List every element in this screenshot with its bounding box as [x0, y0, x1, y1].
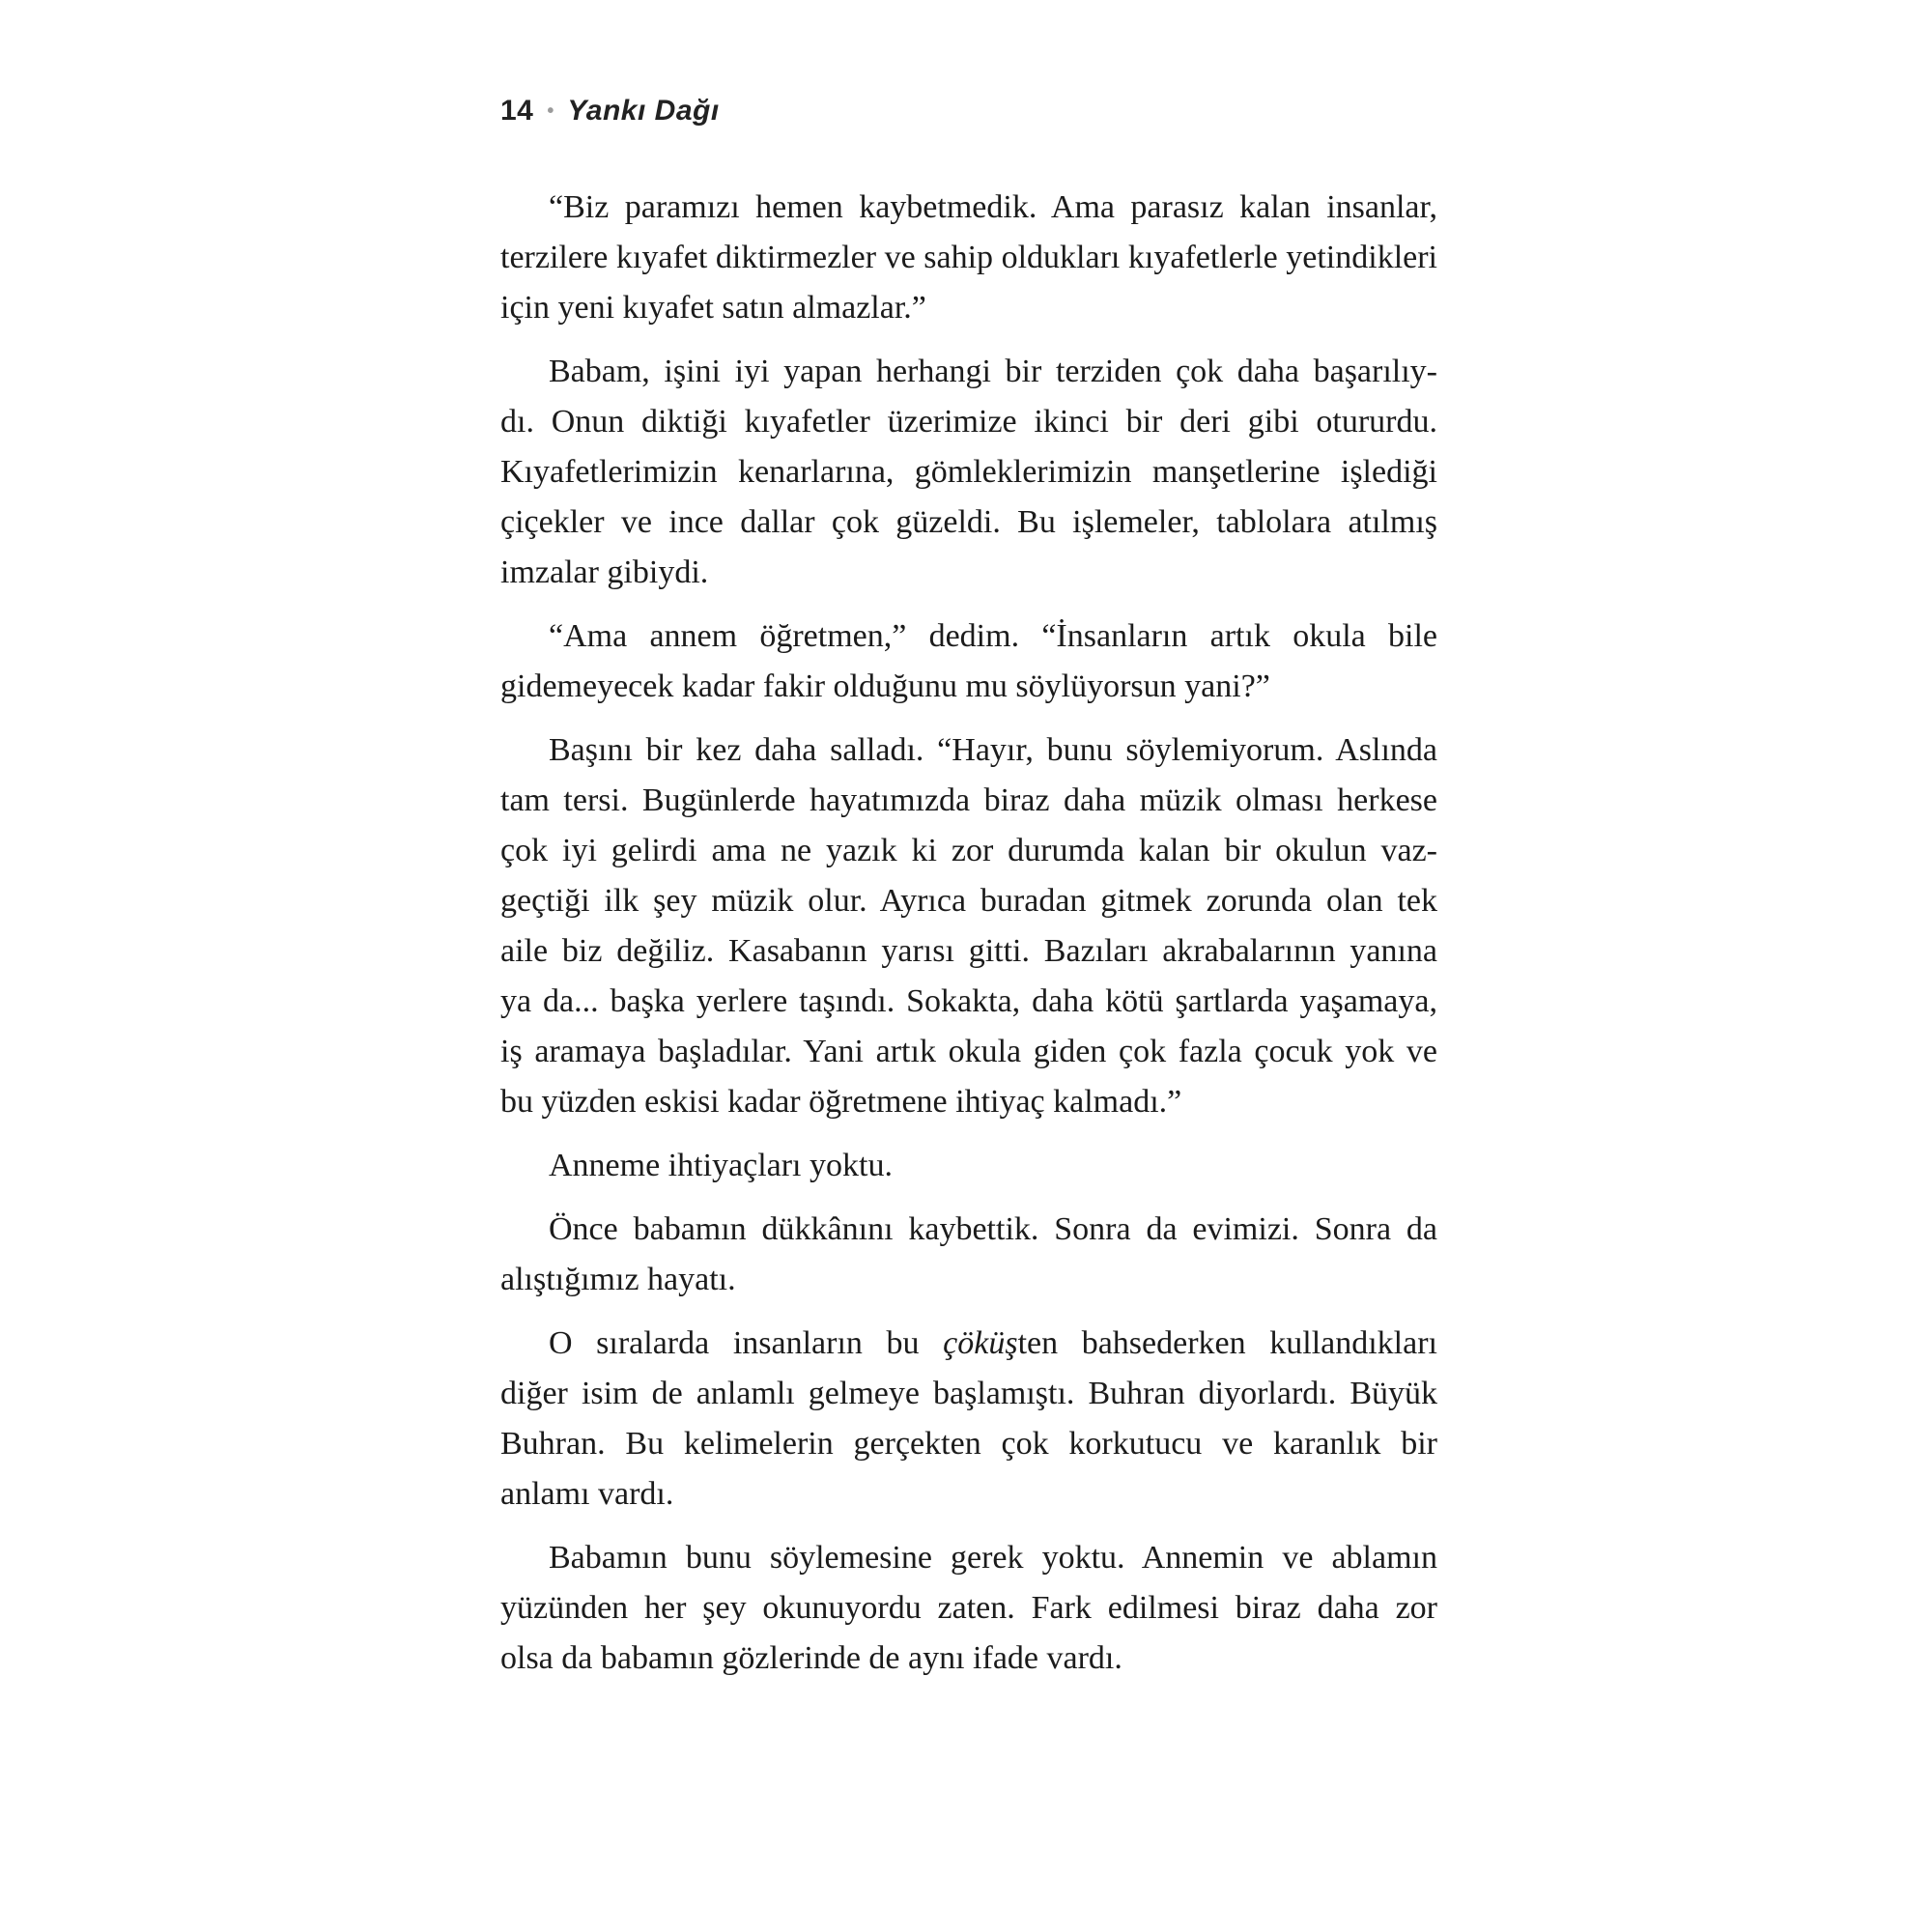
- text-line: Buhran. Bu kelimelerin gerçekten çok korkutucu ve karanlık bir: [500, 1426, 1437, 1462]
- text-line: Anneme ihtiyaçları yoktu.: [549, 1148, 893, 1183]
- text-line: dı. Onun diktiği kıyafetler üzerimize ikinci bir deri gibi otururdu.: [500, 404, 1437, 440]
- separator-dot-icon: •: [547, 100, 554, 122]
- text-line: Babam, işini iyi yapan herhangi bir terziden çok daha başarılıy-: [549, 354, 1437, 389]
- text-line: terzilere kıyafet diktirmezler ve sahip oldukları kıyafetlerle yetindikleri: [500, 240, 1437, 275]
- text-line: alıştığımız hayatı.: [500, 1262, 736, 1297]
- text-line: ya da... başka yerlere taşındı. Sokakta, daha kötü şartlarda yaşamaya,: [500, 983, 1437, 1019]
- text-line: için yeni kıyafet satın almazlar.”: [500, 290, 926, 326]
- text-line: imzalar gibiydi.: [500, 554, 709, 590]
- paragraph: [500, 725, 1437, 1127]
- text-line: O sıralarda insanların bu çöküşten bahsederken kullandıkları: [549, 1325, 1437, 1361]
- text-line: yüzünden her şey okunuyordu zaten. Fark edilmesi biraz daha zor: [500, 1590, 1437, 1626]
- text-line: tam tersi. Bugünlerde hayatımızda biraz daha müzik olması herkese: [500, 782, 1437, 818]
- paragraph: [500, 611, 1437, 712]
- page-header: [500, 95, 720, 128]
- text-block: [500, 183, 1437, 1697]
- paragraph: [500, 183, 1437, 333]
- text-line: “Biz paramızı hemen kaybetmedik. Ama parasız kalan insanlar,: [549, 189, 1437, 225]
- paragraph: [500, 1205, 1437, 1305]
- paragraph: [500, 1141, 1437, 1191]
- text-line: bu yüzden eskisi kadar öğretmene ihtiyaç kalmadı.”: [500, 1084, 1182, 1120]
- text-line: aile biz değiliz. Kasabanın yarısı gitti. Bazıları akrabalarının yanına: [500, 933, 1437, 969]
- text-line: Başını bir kez daha salladı. “Hayır, bunu söylemiyorum. Aslında: [549, 732, 1437, 768]
- text-line: Babamın bunu söylemesine gerek yoktu. Annemin ve ablamın: [549, 1540, 1437, 1576]
- text-line: iş aramaya başladılar. Yani artık okula giden çok fazla çocuk yok ve: [500, 1034, 1437, 1069]
- text-line: çiçekler ve ince dallar çok güzeldi. Bu işlemeler, tablolara atılmış: [500, 504, 1437, 540]
- running-title: Yankı Dağı: [567, 95, 720, 127]
- text-line: çok iyi gelirdi ama ne yazık ki zor durumda kalan bir okulun vaz-: [500, 833, 1437, 868]
- text-line: olsa da babamın gözlerinde de aynı ifade vardı.: [500, 1640, 1122, 1676]
- text-line: diğer isim de anlamlı gelmeye başlamıştı. Buhran diyorlardı. Büyük: [500, 1376, 1437, 1411]
- text-line: “Ama annem öğretmen,” dedim. “İnsanların artık okula bile: [549, 618, 1437, 654]
- text-line: Önce babamın dükkânını kaybettik. Sonra da evimizi. Sonra da: [549, 1211, 1437, 1247]
- paragraph: [500, 1533, 1437, 1684]
- text-line: geçtiği ilk şey müzik olur. Ayrıca buradan gitmek zorunda olan tek: [500, 883, 1437, 919]
- text-line: anlamı vardı.: [500, 1476, 674, 1512]
- text-line: Kıyafetlerimizin kenarlarına, gömleklerimizin manşetlerine işlediği: [500, 454, 1437, 490]
- text-line: gidemeyecek kadar fakir olduğunu mu söylüyorsun yani?”: [500, 668, 1270, 704]
- paragraph: [500, 347, 1437, 598]
- page-number: 14: [500, 95, 534, 127]
- paragraph: [500, 1319, 1437, 1520]
